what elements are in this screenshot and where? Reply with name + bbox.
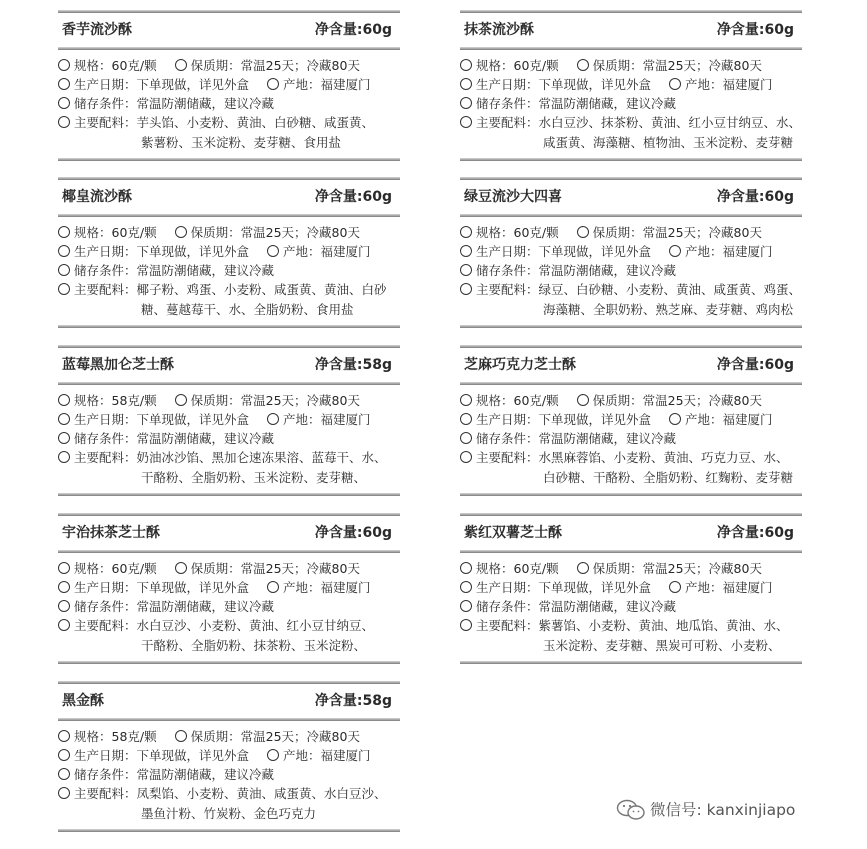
circle-bullet-icon xyxy=(460,245,472,257)
date-row xyxy=(460,410,773,430)
bottom-divider xyxy=(460,158,802,161)
shelf-label: 保质期： xyxy=(190,393,241,408)
ingredients-line-2: 海藻糖、全职奶粉、熟芝麻、麦芽糖、鸡肉松 xyxy=(543,302,794,317)
spec-row xyxy=(58,391,360,411)
origin-label: 产地： xyxy=(685,77,723,92)
circle-bullet-icon xyxy=(58,264,70,276)
circle-bullet-icon xyxy=(460,413,472,425)
storage-label: 储存条件： xyxy=(74,96,137,111)
net-weight: 净含量:60g xyxy=(314,189,392,205)
spec-row xyxy=(58,559,360,579)
shelf-value: 常温25天；冷藏80天 xyxy=(240,561,360,576)
shelf-value: 常温25天；冷藏80天 xyxy=(642,58,762,73)
shelf-value: 常温25天；冷藏80天 xyxy=(642,561,762,576)
spec-value: 60克/颗 xyxy=(513,58,559,73)
circle-bullet-icon xyxy=(58,451,70,463)
shelf-label: 保质期： xyxy=(592,393,643,408)
shelf-value: 常温25天；冷藏80天 xyxy=(240,729,360,744)
storage-row xyxy=(460,597,676,617)
ingredients-label: 主要配料： xyxy=(74,450,137,465)
spec-value: 60克/颗 xyxy=(513,393,559,408)
circle-bullet-icon xyxy=(460,97,472,109)
bottom-divider xyxy=(58,661,400,664)
spec-value: 58克/颗 xyxy=(111,729,157,744)
product-name: 椰皇流沙酥 xyxy=(62,189,132,205)
ingredients-label: 主要配料： xyxy=(476,450,539,465)
ingredients-row xyxy=(58,113,374,133)
ingredients-row xyxy=(460,280,801,300)
circle-bullet-icon xyxy=(175,394,187,406)
top-divider xyxy=(58,10,400,13)
ingredients-line-1: 水白豆沙、小麦粉、黄油、红小豆甘纳豆、 xyxy=(136,618,375,633)
spec-value: 60克/颗 xyxy=(513,225,559,240)
circle-bullet-icon xyxy=(58,600,70,612)
title-divider xyxy=(460,214,802,217)
ingredients-row xyxy=(460,448,789,468)
circle-bullet-icon xyxy=(577,562,589,574)
ingredients-row xyxy=(58,280,387,300)
ingredients-row xyxy=(460,113,801,133)
circle-bullet-icon xyxy=(175,730,187,742)
origin-label: 产地： xyxy=(283,580,321,595)
circle-bullet-icon xyxy=(58,787,70,799)
circle-bullet-icon xyxy=(58,226,70,238)
storage-value: 常温防潮储藏，建议冷藏 xyxy=(538,599,677,614)
spec-row xyxy=(460,56,762,76)
spec-label: 规格： xyxy=(74,729,112,744)
bottom-divider xyxy=(58,829,400,832)
date-label: 生产日期： xyxy=(74,77,137,92)
circle-bullet-icon xyxy=(58,59,70,71)
date-row xyxy=(460,578,773,598)
circle-bullet-icon xyxy=(460,264,472,276)
title-row xyxy=(464,521,794,545)
top-divider xyxy=(58,681,400,684)
storage-label: 储存条件： xyxy=(476,263,539,278)
date-label: 生产日期： xyxy=(74,412,137,427)
net-weight: 净含量:58g xyxy=(314,693,392,709)
bottom-divider xyxy=(58,493,400,496)
product-name: 芝麻巧克力芝士酥 xyxy=(464,357,576,373)
origin-value: 福建厦门 xyxy=(722,580,773,595)
storage-value: 常温防潮储藏，建议冷藏 xyxy=(136,431,275,446)
net-weight: 净含量:60g xyxy=(314,22,392,38)
ingredients-line-2: 干酪粉、全脂奶粉、抹茶粉、玉米淀粉、 xyxy=(141,638,367,653)
origin-value: 福建厦门 xyxy=(320,244,371,259)
circle-bullet-icon xyxy=(460,562,472,574)
top-divider xyxy=(58,345,400,348)
ingredients-label: 主要配料： xyxy=(476,282,539,297)
circle-bullet-icon xyxy=(267,749,279,761)
storage-row xyxy=(58,597,274,617)
shelf-label: 保质期： xyxy=(190,729,241,744)
circle-bullet-icon xyxy=(460,581,472,593)
date-label: 生产日期： xyxy=(476,77,539,92)
circle-bullet-icon xyxy=(460,600,472,612)
ingredients-line-1: 水白豆沙、抹茶粉、黄油、红小豆甘纳豆、水、 xyxy=(538,115,802,130)
circle-bullet-icon xyxy=(267,78,279,90)
title-row xyxy=(464,353,794,377)
circle-bullet-icon xyxy=(460,619,472,631)
wechat-icon xyxy=(616,799,646,821)
title-divider xyxy=(58,214,400,217)
shelf-value: 常温25天；冷藏80天 xyxy=(240,225,360,240)
date-value: 下单现做，详见外盒 xyxy=(136,412,250,427)
net-weight: 净含量:60g xyxy=(314,525,392,541)
title-row xyxy=(464,185,794,209)
shelf-value: 常温25天；冷藏80天 xyxy=(642,393,762,408)
title-row xyxy=(62,689,392,713)
title-row xyxy=(62,353,392,377)
top-divider xyxy=(460,513,802,516)
top-divider xyxy=(460,10,802,13)
circle-bullet-icon xyxy=(58,768,70,780)
circle-bullet-icon xyxy=(460,283,472,295)
product-name: 宇治抹茶芝士酥 xyxy=(62,525,160,541)
spec-value: 60克/颗 xyxy=(513,561,559,576)
spec-label: 规格： xyxy=(74,561,112,576)
circle-bullet-icon xyxy=(460,59,472,71)
spec-row xyxy=(58,56,360,76)
circle-bullet-icon xyxy=(58,749,70,761)
ingredients-line-2: 墨鱼汁粉、竹炭粉、金色巧克力 xyxy=(141,806,317,821)
date-row xyxy=(460,75,773,95)
ingredients-row xyxy=(58,448,387,468)
net-weight: 净含量:58g xyxy=(314,357,392,373)
circle-bullet-icon xyxy=(175,226,187,238)
date-label: 生产日期： xyxy=(74,580,137,595)
top-divider xyxy=(460,177,802,180)
net-weight: 净含量:60g xyxy=(716,189,794,205)
circle-bullet-icon xyxy=(460,78,472,90)
title-row xyxy=(464,18,794,42)
ingredients-line-1: 芋头馅、小麦粉、黄油、白砂糖、咸蛋黄、 xyxy=(136,115,375,130)
origin-label: 产地： xyxy=(283,748,321,763)
date-value: 下单现做，详见外盒 xyxy=(136,580,250,595)
shelf-label: 保质期： xyxy=(592,58,643,73)
product-name: 紫红双薯芝士酥 xyxy=(464,525,562,541)
ingredients-line-1: 紫薯馅、小麦粉、黄油、地瓜馅、黄油、水、 xyxy=(538,618,789,633)
date-label: 生产日期： xyxy=(74,748,137,763)
spec-row xyxy=(460,559,762,579)
circle-bullet-icon xyxy=(58,562,70,574)
ingredients-line-1: 水黑麻蓉馅、小麦粉、黄油、巧克力豆、水、 xyxy=(538,450,789,465)
storage-row xyxy=(460,261,676,281)
storage-row xyxy=(58,429,274,449)
origin-label: 产地： xyxy=(685,244,723,259)
spec-row xyxy=(460,391,762,411)
date-value: 下单现做，详见外盒 xyxy=(136,244,250,259)
bottom-divider xyxy=(58,158,400,161)
ingredients-line-1: 凤梨馅、小麦粉、黄油、咸蛋黄、水白豆沙、 xyxy=(136,786,387,801)
spec-row xyxy=(460,223,762,243)
origin-value: 福建厦门 xyxy=(722,244,773,259)
spec-value: 58克/颗 xyxy=(111,393,157,408)
ingredients-label: 主要配料： xyxy=(476,618,539,633)
ingredients-label: 主要配料： xyxy=(74,115,137,130)
ingredients-line-2: 糖、蔓越莓干、水、全脂奶粉、食用盐 xyxy=(141,302,354,317)
circle-bullet-icon xyxy=(58,245,70,257)
storage-label: 储存条件： xyxy=(74,599,137,614)
shelf-label: 保质期： xyxy=(190,225,241,240)
origin-value: 福建厦门 xyxy=(722,77,773,92)
ingredients-line-1: 绿豆、白砂糖、小麦粉、黄油、咸蛋黄、鸡蛋、 xyxy=(538,282,802,297)
date-value: 下单现做，详见外盒 xyxy=(538,244,652,259)
origin-label: 产地： xyxy=(283,77,321,92)
title-divider xyxy=(58,718,400,721)
storage-label: 储存条件： xyxy=(74,431,137,446)
bottom-divider xyxy=(58,325,400,328)
ingredients-line-2: 玉米淀粉、麦芽糖、黑炭可可粉、小麦粉、 xyxy=(543,638,781,653)
spec-label: 规格： xyxy=(74,393,112,408)
storage-row xyxy=(460,94,676,114)
spec-value: 60克/颗 xyxy=(111,561,157,576)
title-divider xyxy=(58,550,400,553)
ingredients-label: 主要配料： xyxy=(74,786,137,801)
storage-value: 常温防潮储藏，建议冷藏 xyxy=(136,599,275,614)
circle-bullet-icon xyxy=(175,562,187,574)
origin-label: 产地： xyxy=(685,580,723,595)
origin-label: 产地： xyxy=(685,412,723,427)
spec-row xyxy=(58,727,360,747)
storage-value: 常温防潮储藏，建议冷藏 xyxy=(136,767,275,782)
title-divider xyxy=(460,382,802,385)
storage-label: 储存条件： xyxy=(476,599,539,614)
storage-row xyxy=(460,429,676,449)
top-divider xyxy=(58,177,400,180)
title-row xyxy=(62,18,392,42)
date-value: 下单现做，详见外盒 xyxy=(538,412,652,427)
circle-bullet-icon xyxy=(460,451,472,463)
date-value: 下单现做，详见外盒 xyxy=(538,580,652,595)
date-row xyxy=(58,746,371,766)
date-row xyxy=(58,578,371,598)
ingredients-line-1: 奶油冰沙馅、黑加仑速冻果溶、蓝莓干、水、 xyxy=(136,450,387,465)
date-value: 下单现做，详见外盒 xyxy=(538,77,652,92)
shelf-label: 保质期： xyxy=(190,561,241,576)
net-weight: 净含量:60g xyxy=(716,357,794,373)
product-name: 香芋流沙酥 xyxy=(62,22,132,38)
origin-value: 福建厦门 xyxy=(320,748,371,763)
shelf-value: 常温25天；冷藏80天 xyxy=(642,225,762,240)
circle-bullet-icon xyxy=(577,394,589,406)
storage-row xyxy=(58,94,274,114)
circle-bullet-icon xyxy=(669,581,681,593)
circle-bullet-icon xyxy=(58,730,70,742)
origin-value: 福建厦门 xyxy=(722,412,773,427)
storage-value: 常温防潮储藏，建议冷藏 xyxy=(136,263,275,278)
storage-label: 储存条件： xyxy=(74,263,137,278)
date-label: 生产日期： xyxy=(476,412,539,427)
circle-bullet-icon xyxy=(460,394,472,406)
ingredients-label: 主要配料： xyxy=(476,115,539,130)
spec-value: 60克/颗 xyxy=(111,58,157,73)
shelf-label: 保质期： xyxy=(592,561,643,576)
date-label: 生产日期： xyxy=(74,244,137,259)
circle-bullet-icon xyxy=(460,226,472,238)
ingredients-row xyxy=(58,616,374,636)
date-row xyxy=(460,242,773,262)
ingredients-row xyxy=(460,616,789,636)
ingredients-label: 主要配料： xyxy=(74,282,137,297)
top-divider xyxy=(58,513,400,516)
title-row xyxy=(62,521,392,545)
storage-label: 储存条件： xyxy=(74,767,137,782)
shelf-value: 常温25天；冷藏80天 xyxy=(240,393,360,408)
circle-bullet-icon xyxy=(58,78,70,90)
net-weight: 净含量:60g xyxy=(716,22,794,38)
circle-bullet-icon xyxy=(58,116,70,128)
shelf-label: 保质期： xyxy=(190,58,241,73)
ingredients-line-2: 咸蛋黄、海藻糖、植物油、玉米淀粉、麦芽糖 xyxy=(543,135,794,150)
circle-bullet-icon xyxy=(577,226,589,238)
circle-bullet-icon xyxy=(58,581,70,593)
product-name: 蓝莓黑加仑芝士酥 xyxy=(62,357,174,373)
date-row xyxy=(58,75,371,95)
spec-label: 规格： xyxy=(476,58,514,73)
product-name: 抹茶流沙酥 xyxy=(464,22,534,38)
storage-label: 储存条件： xyxy=(476,431,539,446)
origin-label: 产地： xyxy=(283,244,321,259)
date-value: 下单现做，详见外盒 xyxy=(136,77,250,92)
top-divider xyxy=(460,345,802,348)
storage-row xyxy=(58,765,274,785)
circle-bullet-icon xyxy=(669,413,681,425)
title-divider xyxy=(58,47,400,50)
spec-label: 规格： xyxy=(74,225,112,240)
title-divider xyxy=(58,382,400,385)
storage-value: 常温防潮储藏，建议冷藏 xyxy=(538,431,677,446)
product-name: 黑金酥 xyxy=(62,693,104,709)
shelf-value: 常温25天；冷藏80天 xyxy=(240,58,360,73)
date-label: 生产日期： xyxy=(476,580,539,595)
ingredients-label: 主要配料： xyxy=(74,618,137,633)
circle-bullet-icon xyxy=(460,432,472,444)
origin-value: 福建厦门 xyxy=(320,580,371,595)
circle-bullet-icon xyxy=(460,116,472,128)
ingredients-line-1: 椰子粉、鸡蛋、小麦粉、咸蛋黄、黄油、白砂 xyxy=(136,282,387,297)
circle-bullet-icon xyxy=(267,413,279,425)
circle-bullet-icon xyxy=(267,245,279,257)
product-name: 绿豆流沙大四喜 xyxy=(464,189,562,205)
shelf-label: 保质期： xyxy=(592,225,643,240)
circle-bullet-icon xyxy=(58,283,70,295)
spec-value: 60克/颗 xyxy=(111,225,157,240)
circle-bullet-icon xyxy=(58,413,70,425)
title-row xyxy=(62,185,392,209)
circle-bullet-icon xyxy=(58,394,70,406)
spec-label: 规格： xyxy=(74,58,112,73)
ingredients-line-2: 白砂糖、干酪粉、全脂奶粉、红麴粉、麦芽糖 xyxy=(543,470,794,485)
storage-value: 常温防潮储藏，建议冷藏 xyxy=(136,96,275,111)
net-weight: 净含量:60g xyxy=(716,525,794,541)
storage-row xyxy=(58,261,274,281)
spec-row xyxy=(58,223,360,243)
circle-bullet-icon xyxy=(669,245,681,257)
bottom-divider xyxy=(460,325,802,328)
ingredients-line-2: 干酪粉、全脂奶粉、玉米淀粉、麦芽糖、 xyxy=(141,470,367,485)
circle-bullet-icon xyxy=(58,432,70,444)
date-value: 下单现做，详见外盒 xyxy=(136,748,250,763)
storage-label: 储存条件： xyxy=(476,96,539,111)
circle-bullet-icon xyxy=(58,97,70,109)
origin-label: 产地： xyxy=(283,412,321,427)
ingredients-row xyxy=(58,784,387,804)
circle-bullet-icon xyxy=(577,59,589,71)
circle-bullet-icon xyxy=(175,59,187,71)
storage-value: 常温防潮储藏，建议冷藏 xyxy=(538,263,677,278)
spec-label: 规格： xyxy=(476,393,514,408)
date-label: 生产日期： xyxy=(476,244,539,259)
spec-label: 规格： xyxy=(476,561,514,576)
origin-value: 福建厦门 xyxy=(320,412,371,427)
bottom-divider xyxy=(460,661,802,664)
spec-label: 规格： xyxy=(476,225,514,240)
date-row xyxy=(58,242,371,262)
circle-bullet-icon xyxy=(669,78,681,90)
circle-bullet-icon xyxy=(58,619,70,631)
origin-value: 福建厦门 xyxy=(320,77,371,92)
bottom-divider xyxy=(460,493,802,496)
circle-bullet-icon xyxy=(267,581,279,593)
storage-value: 常温防潮储藏，建议冷藏 xyxy=(538,96,677,111)
watermark-text: 微信号: kanxinjiapo xyxy=(650,801,796,819)
title-divider xyxy=(460,47,802,50)
ingredients-line-2: 紫薯粉、玉米淀粉、麦芽糖、食用盐 xyxy=(141,135,342,150)
title-divider xyxy=(460,550,802,553)
date-row xyxy=(58,410,371,430)
